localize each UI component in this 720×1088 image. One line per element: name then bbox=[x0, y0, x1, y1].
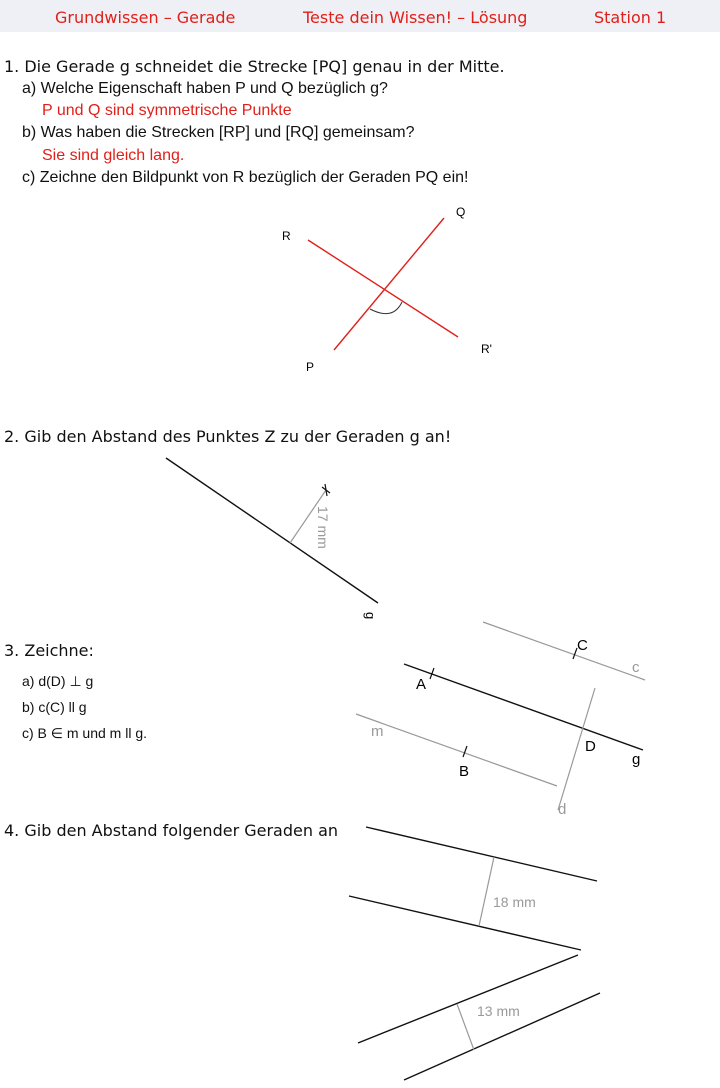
distance-label: 17 mm bbox=[315, 506, 331, 549]
header-station: Station 1 bbox=[594, 8, 667, 27]
line-g bbox=[404, 664, 643, 750]
figure-2 bbox=[166, 458, 378, 619]
label-p: P bbox=[306, 360, 315, 374]
label-point-c: C bbox=[577, 637, 588, 654]
distance-2-segment bbox=[457, 1004, 474, 1050]
label-q: Q bbox=[456, 205, 466, 219]
line-g-pq bbox=[334, 218, 444, 350]
parallel-1a bbox=[366, 827, 597, 881]
label-r: R bbox=[282, 229, 291, 243]
distance-1-segment bbox=[479, 857, 494, 926]
label-point-b: B bbox=[459, 763, 470, 780]
parallel-2a bbox=[358, 955, 578, 1043]
line-c bbox=[483, 622, 645, 680]
header-topic: Grundwissen – Gerade bbox=[55, 8, 236, 27]
q1-a-answer: P und Q sind symmetrische Punkte bbox=[42, 102, 292, 119]
label-point-d: D bbox=[585, 738, 596, 755]
parallel-1b bbox=[349, 896, 581, 950]
q4-title: 4. Gib den Abstand folgender Geraden an bbox=[4, 821, 339, 840]
label-line-m: m bbox=[371, 723, 384, 740]
label-g: g bbox=[363, 612, 378, 620]
label-line-c: c bbox=[632, 659, 640, 676]
line-r-rprime bbox=[308, 240, 458, 337]
q1-title: 1. Die Gerade g schneidet die Strecke [PQ] genau in der Mitte. bbox=[4, 57, 505, 76]
q3-b-task: b) c(C) ll g bbox=[22, 699, 87, 715]
q3-title: 3. Zeichne: bbox=[4, 641, 94, 660]
label-point-a: A bbox=[416, 676, 427, 693]
q1-c-question: c) Zeichne den Bildpunkt von R bezüglich der Geraden PQ ein! bbox=[22, 169, 469, 186]
header-title: Teste dein Wissen! – Lösung bbox=[303, 8, 528, 27]
figure-1 bbox=[282, 205, 492, 374]
line-m bbox=[356, 714, 557, 786]
label-line-d: d bbox=[558, 801, 567, 818]
distance-2-label: 13 mm bbox=[477, 1003, 520, 1019]
figure-3 bbox=[356, 622, 645, 818]
q3-a-task: a) d(D) ⊥ g bbox=[22, 673, 94, 689]
figure-4 bbox=[349, 827, 600, 1080]
tick-b bbox=[463, 746, 467, 757]
q2-title: 2. Gib den Abstand des Punktes Z zu der Geraden g an! bbox=[4, 427, 452, 446]
line-g bbox=[166, 458, 378, 603]
distance-1-label: 18 mm bbox=[493, 894, 536, 910]
right-angle-arc bbox=[370, 302, 402, 314]
q1-a-question: a) Welche Eigenschaft haben P und Q bezüglich g? bbox=[22, 80, 388, 97]
q1-b-question: b) Was haben die Strecken [RP] und [RQ] gemeinsam? bbox=[22, 124, 415, 141]
label-r-prime: R' bbox=[481, 342, 492, 356]
q1-b-answer: Sie sind gleich lang. bbox=[42, 147, 185, 164]
q3-c-task: c) B ∈ m und m ll g. bbox=[22, 725, 148, 741]
label-line-g: g bbox=[632, 751, 641, 768]
